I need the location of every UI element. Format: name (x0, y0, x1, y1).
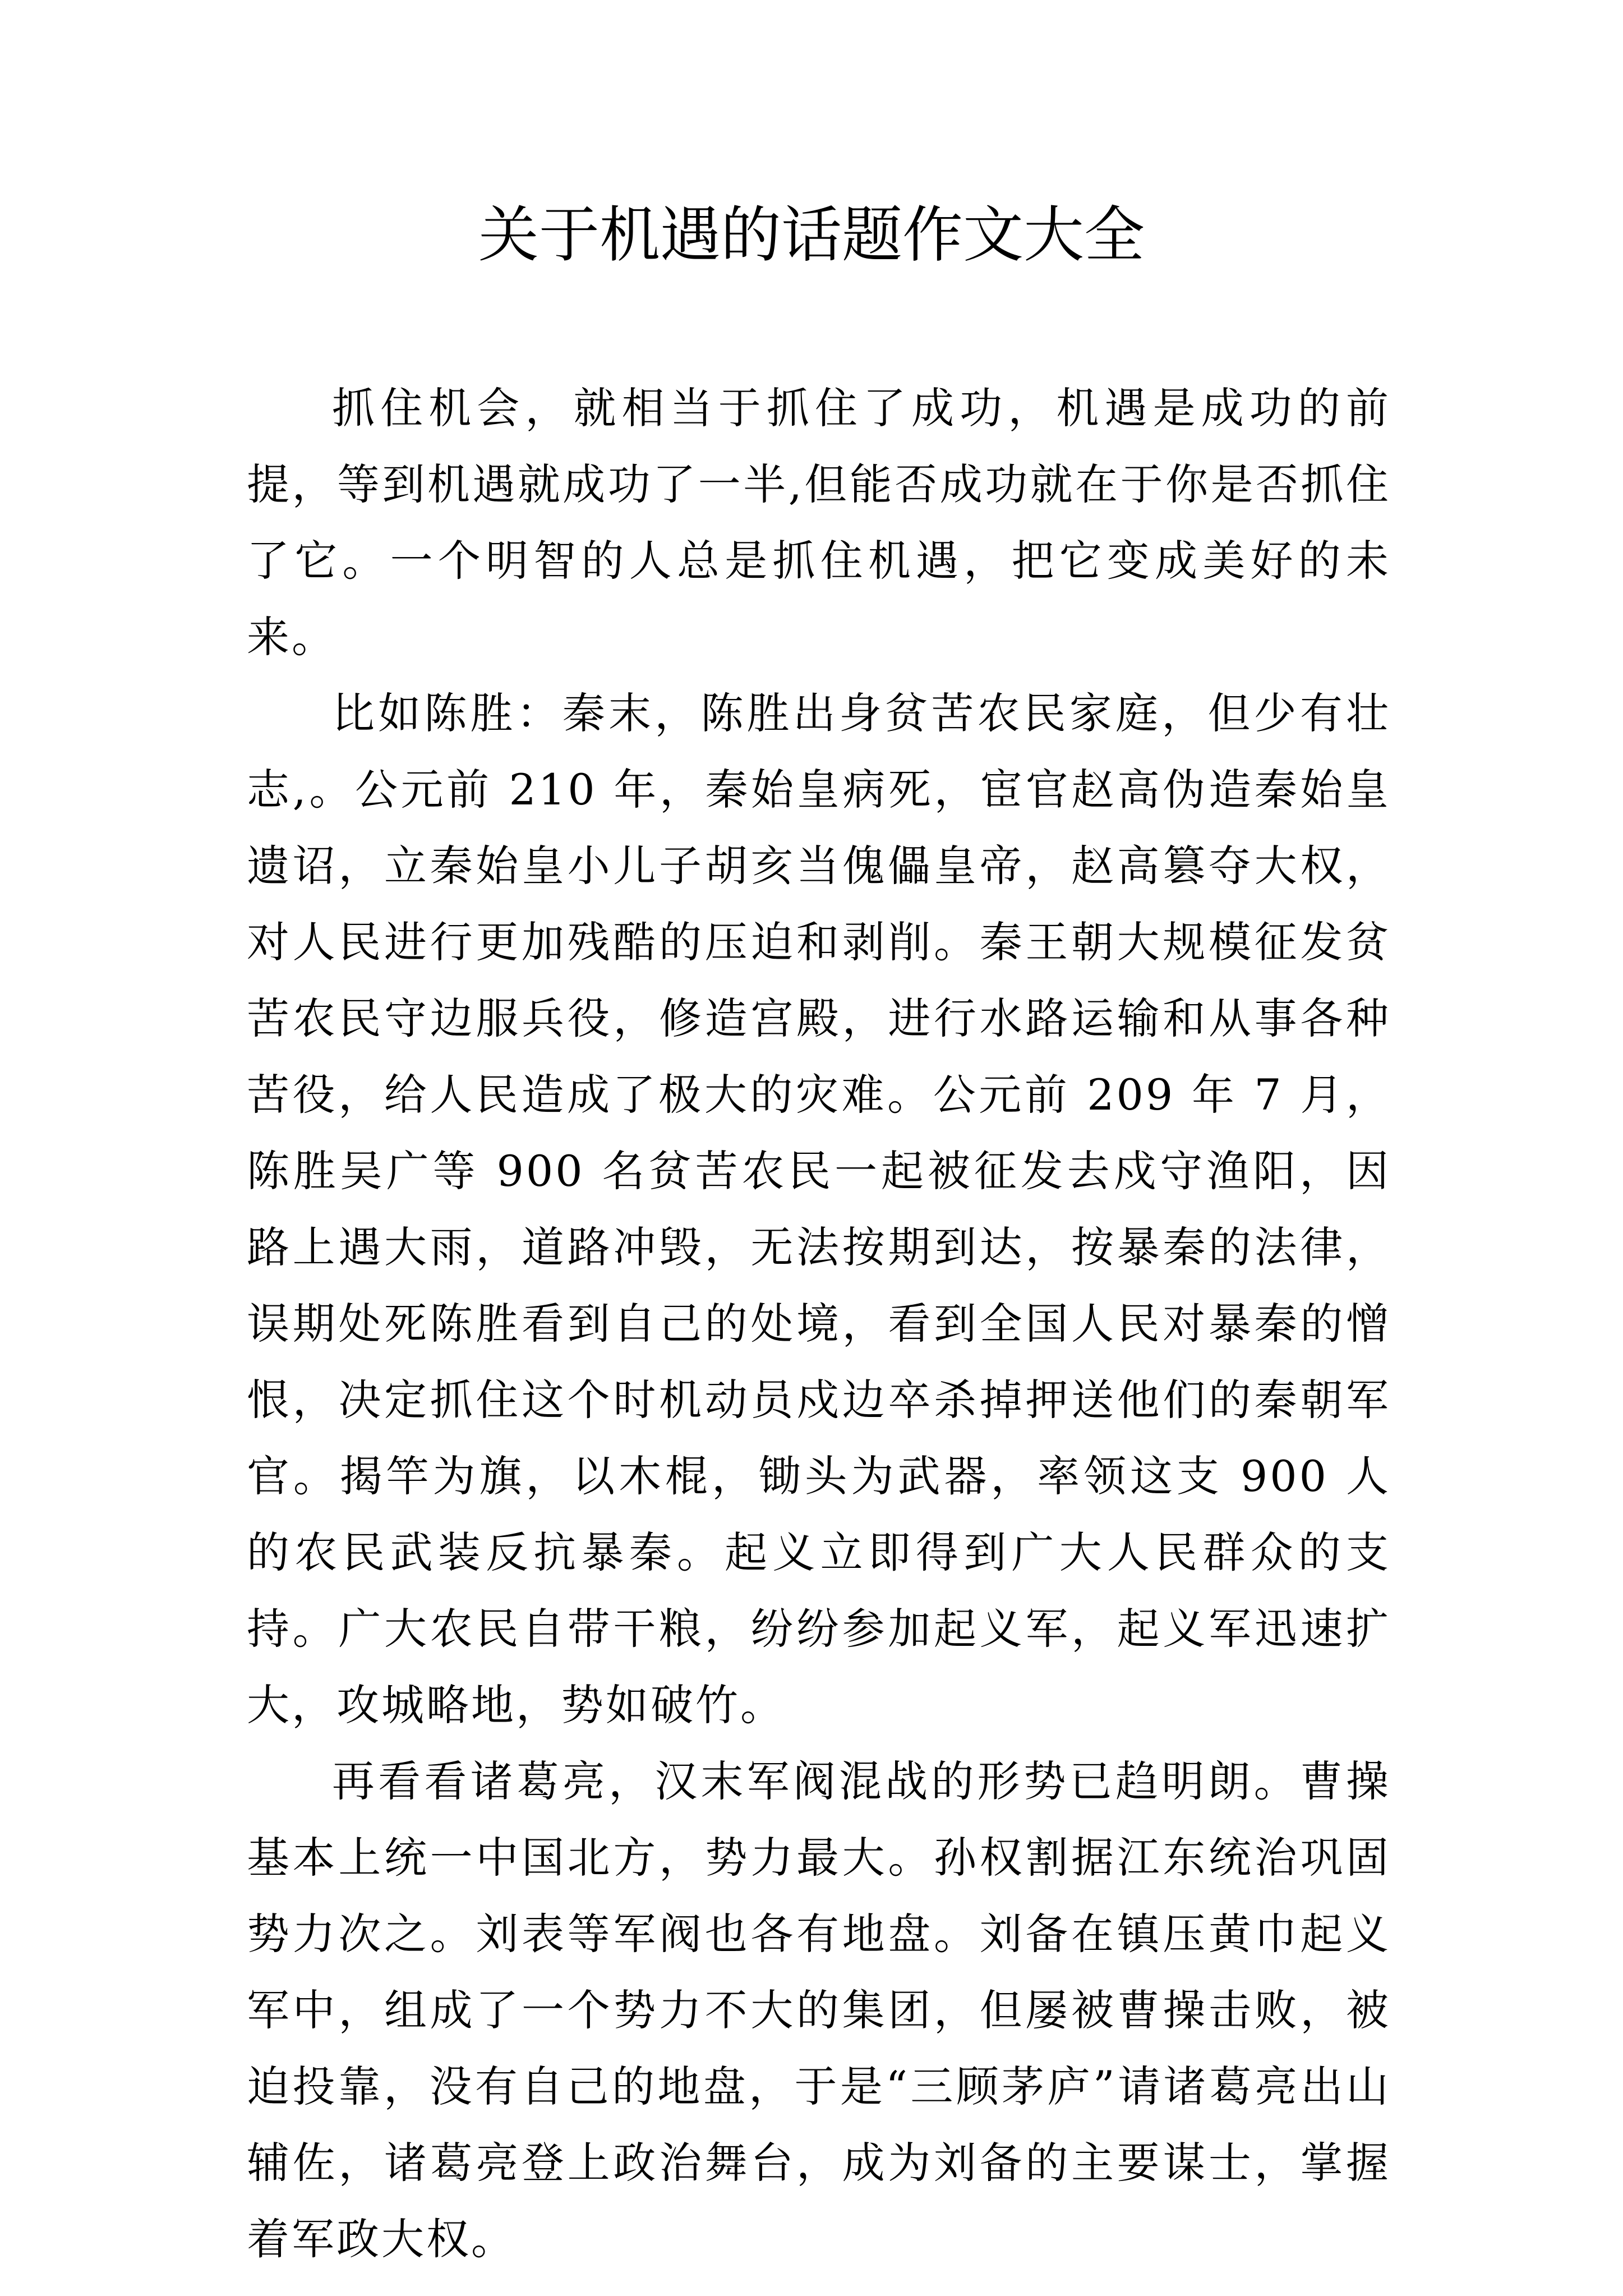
paragraph-intro: 抓住机会，就相当于抓住了成功，机遇是成功的前提，等到机遇就成功了一半,但能否成功就在于你是否抓住了它。一个明智的人总是抓住机遇，把它变成美好的未来。 (247, 383, 1391, 662)
document-body (247, 370, 1391, 2277)
paragraph-zhuge-liang: 再看看诸葛亮，汉末军阀混战的形势已趋明朗。曹操基本上统一中国北方，势力最大。孙权割据江东统治巩固势力次之。刘表等军阀也各有地盘。刘备在镇压黄巾起义军中，组成了一个势力不大的集团，但屡被曹操击败，被迫投靠，没有自己的地盘，于是“三顾茅庐”请诸葛亮出山辅佐，诸葛亮登上政治舞台，成为刘备的主要谋士，掌握着军政大权。 (247, 1756, 1391, 2264)
document-title: 关于机遇的话题作文大全 (478, 200, 1145, 270)
paragraph-chen-sheng: 比如陈胜：秦末，陈胜出身贫苦农民家庭，但少有壮志,。公元前 210 年，秦始皇病死，宦官赵高伪造秦始皇遗诏，立秦始皇小儿子胡亥当傀儡皇帝，赵高篡夺大权，对人民进行更加残酷的压迫和剥削。秦王朝大规模征发贫苦农民守边服兵役，修造宫殿，进行水路运输和从事各种苦役，给人民造成了极大的灾难。公元前 209 年 7 月，陈胜吴广等 900 名贫苦农民一起被征发去戍守渔阳，因路上遇大雨，道路冲毁，无法按期到达，按暴秦的法律，误期处死陈胜看到自己的处境，看到全国人民对暴秦的憎恨，决定抓住这个时机动员戍边卒杀掉押送他们的秦朝军官。揭竿为旗，以木棍，锄头为武器，率领这支 900 人的农民武装反抗暴秦。起义立即得到广大人民群众的支持。广大农民自带干粮，纷纷参加起义军，起义军迅速扩大，攻城略地，势如破竹。 (247, 688, 1391, 1730)
